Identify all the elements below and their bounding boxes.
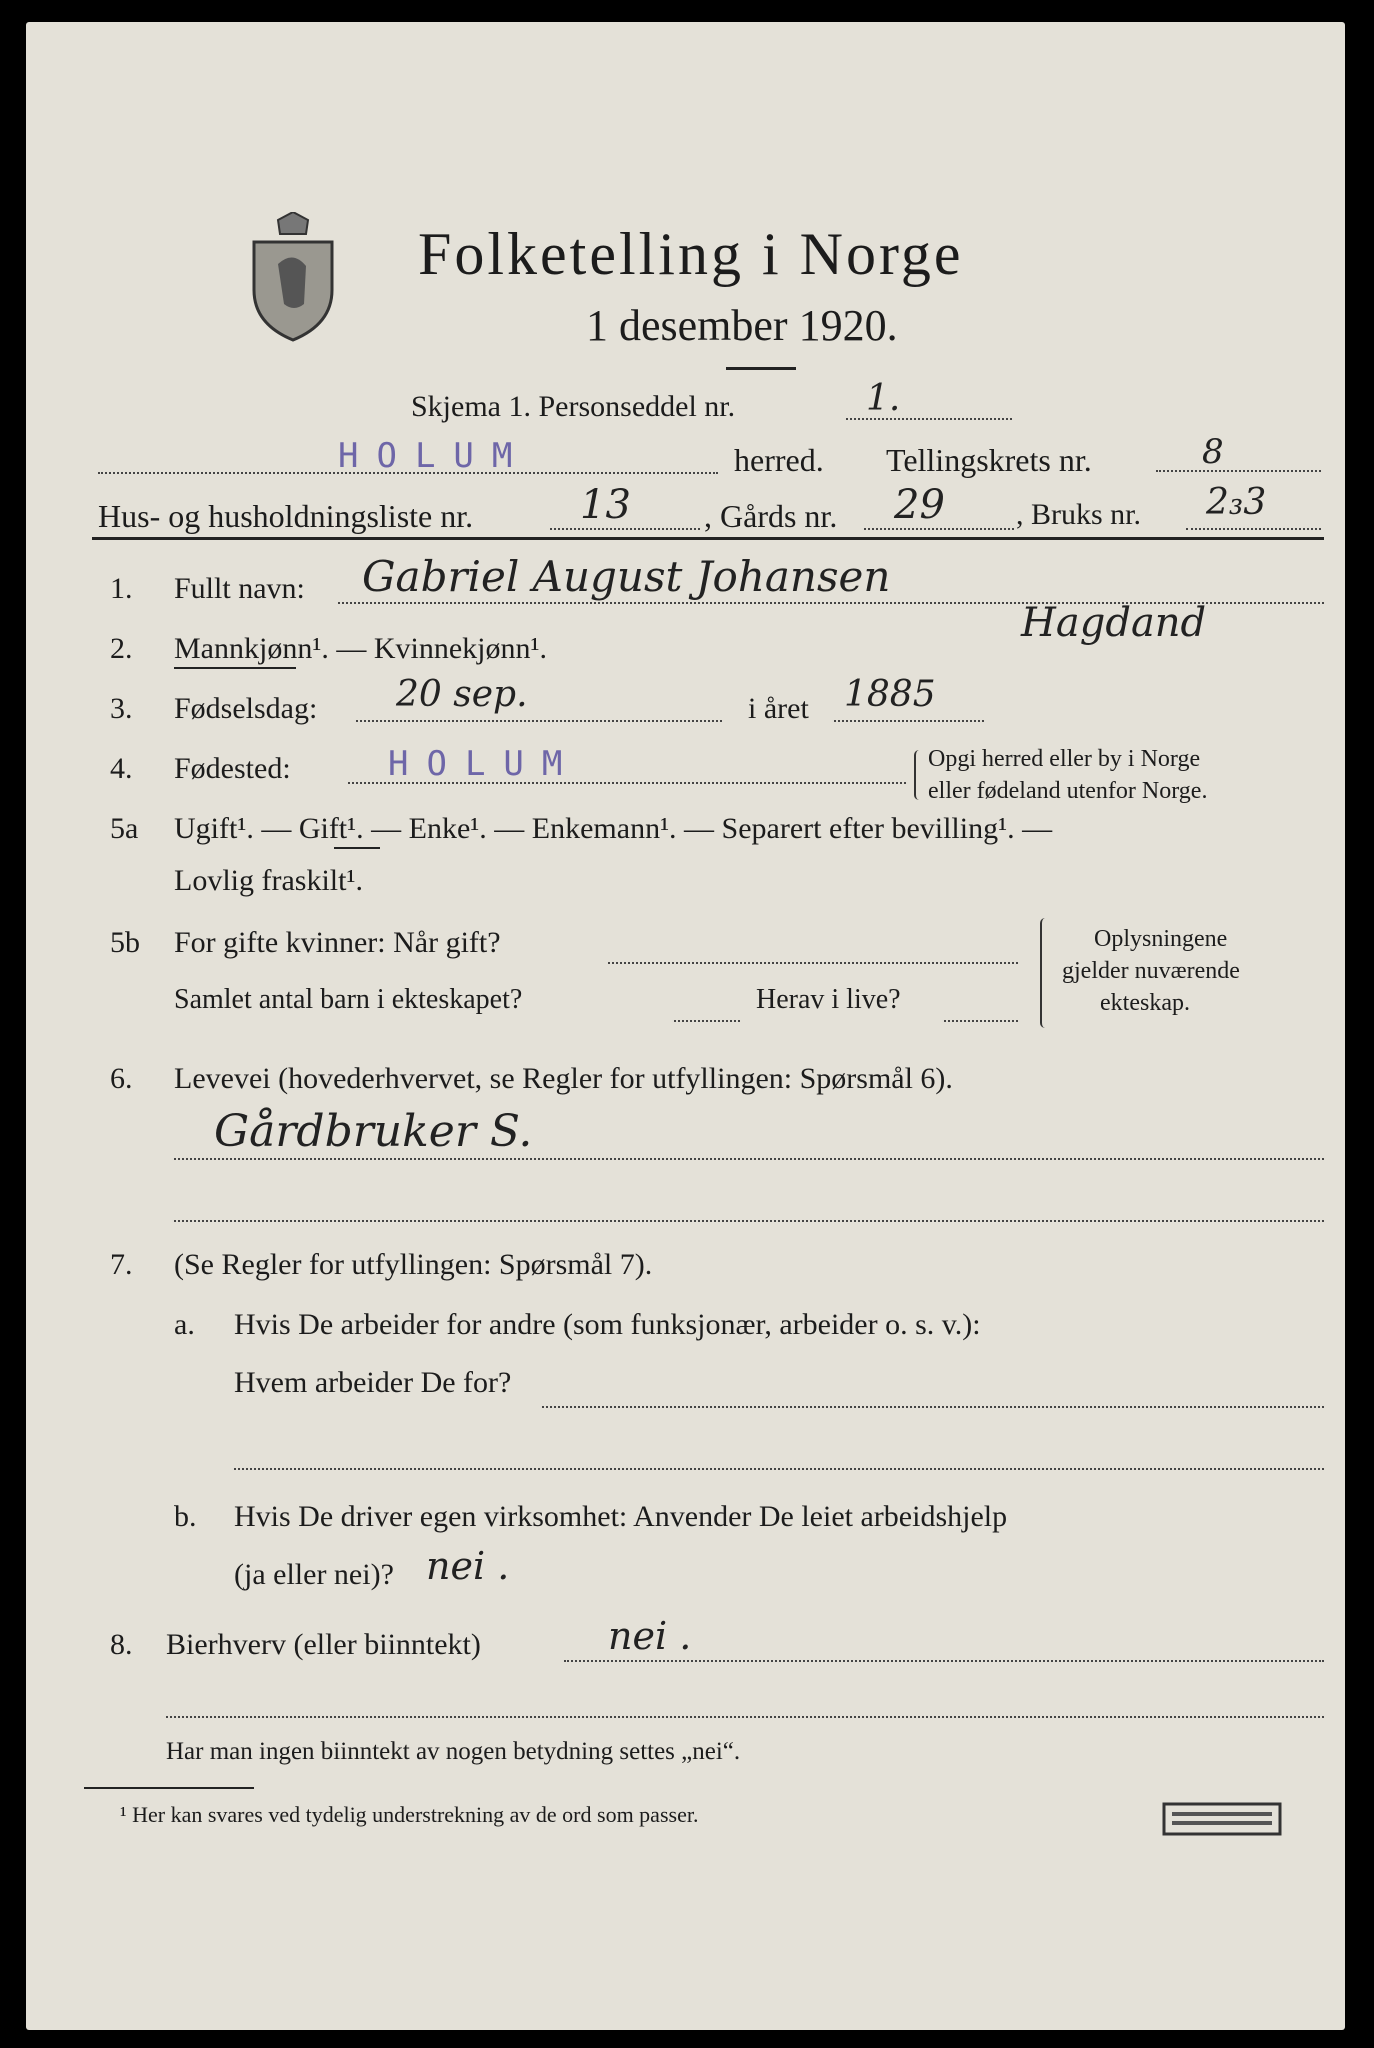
- occupation-label: Levevei (hovederhvervet, se Regler for utfyllingen: Spørsmål 6).: [174, 1062, 953, 1095]
- q7-number: 7.: [110, 1248, 133, 1281]
- marriage-note-brace: [1040, 918, 1050, 1028]
- q4-number: 4.: [110, 752, 133, 785]
- gender-options[interactable]: Mannkjønn¹. — Kvinnekjønn¹.: [174, 632, 547, 665]
- occupation-field-extra[interactable]: [174, 1182, 1324, 1222]
- q6-number: 6.: [110, 1062, 133, 1095]
- header-divider: [92, 537, 1324, 540]
- q5a-number: 5a: [110, 812, 139, 845]
- q8-number: 8.: [110, 1628, 133, 1661]
- marriage-note-line1: Oplysningene: [1094, 926, 1228, 952]
- side-income-field[interactable]: nei .: [564, 1614, 1324, 1662]
- birthplace-note-line1: Opgi herred eller by i Norge: [928, 746, 1201, 772]
- q5b-number: 5b: [110, 926, 140, 959]
- census-date: 1 desember 1920.: [586, 301, 898, 350]
- employer-label: Hvem arbeider De for?: [234, 1366, 512, 1399]
- birth-date-field[interactable]: 20 sep.: [356, 674, 722, 722]
- coat-of-arms-icon: [248, 212, 338, 342]
- q1-number: 1.: [110, 572, 133, 605]
- herred-label: herred.: [734, 442, 824, 478]
- herred-field[interactable]: HOLUM: [98, 436, 718, 474]
- employer-field-extra[interactable]: [234, 1434, 1324, 1470]
- birthplace-note-brace: [914, 750, 924, 800]
- employer-field[interactable]: [542, 1374, 1324, 1408]
- hus-nr-field[interactable]: 13: [550, 482, 700, 530]
- q3-label: Fødselsdag:: [174, 692, 318, 725]
- q7a-question: Hvis De arbeider for andre (som funksjonær, arbeider o. s. v.):: [234, 1308, 981, 1341]
- tellingskrets-label: Tellingskrets nr.: [886, 442, 1092, 478]
- side-income-label: Bierhverv (eller biinntekt): [166, 1628, 481, 1661]
- birth-year-field[interactable]: 1885: [834, 674, 984, 722]
- side-income-note: Har man ingen biinntekt av nogen betydning settes „nei“.: [166, 1738, 741, 1765]
- hired-help-field[interactable]: nei .: [426, 1544, 510, 1588]
- q4-label: Fødested:: [174, 752, 291, 785]
- married-when-label: For gifte kvinner: Når gift?: [174, 926, 501, 959]
- footnote-divider: [84, 1787, 254, 1789]
- marital-status-options[interactable]: Ugift¹. — Gift¹. — Enke¹. — Enkemann¹. — Separert efter bevilling¹. —: [174, 812, 1053, 845]
- gards-label: , Gårds nr.: [704, 498, 838, 534]
- hus-label: Hus- og husholdningsliste nr.: [98, 498, 474, 534]
- q3-number: 3.: [110, 692, 133, 725]
- footnote: ¹ Her kan svares ved tydelig understrekning av de ord som passer.: [120, 1802, 699, 1827]
- q7a-letter: a.: [174, 1308, 195, 1341]
- married-when-field[interactable]: [608, 938, 1018, 964]
- q2-number: 2.: [110, 632, 133, 665]
- q7b-letter: b.: [174, 1500, 197, 1533]
- form-title: Folketelling i Norge: [418, 221, 964, 287]
- q7b-question: Hvis De driver egen virksomhet: Anvender De leiet arbeidshjelp: [234, 1500, 1008, 1533]
- printer-stamp-icon: [1162, 1802, 1282, 1836]
- marital-status-options-cont[interactable]: Lovlig fraskilt¹.: [174, 864, 363, 897]
- occupation-field[interactable]: Gårdbruker S.: [174, 1106, 1324, 1160]
- children-count-label: Samlet antal barn i ekteskapet?: [174, 984, 523, 1015]
- bruks-nr-field[interactable]: 2₃3: [1186, 482, 1321, 530]
- marriage-note-line2: gjelder nuværende: [1062, 958, 1240, 984]
- q1-label: Fullt navn:: [174, 572, 305, 605]
- marriage-note-line3: ekteskap.: [1100, 990, 1190, 1016]
- children-alive-label: Herav i live?: [756, 984, 901, 1015]
- skjema-label: Skjema 1. Personseddel nr.: [411, 390, 736, 423]
- full-name-field[interactable]: Gabriel August Johansen: [338, 552, 1324, 604]
- bruks-label: , Bruks nr.: [1016, 498, 1142, 531]
- gender-underline: [174, 667, 296, 669]
- birthplace-note-line2: eller fødeland utenfor Norge.: [928, 778, 1208, 804]
- census-form: [26, 22, 1345, 2030]
- children-alive-field[interactable]: [944, 996, 1018, 1022]
- title-divider: [726, 367, 796, 370]
- children-count-field[interactable]: [674, 996, 740, 1022]
- marital-status-underline: [334, 847, 380, 849]
- personseddel-nr-field[interactable]: 1.: [846, 378, 1012, 420]
- side-income-field-extra[interactable]: [166, 1682, 1324, 1718]
- gards-nr-field[interactable]: 29: [864, 482, 1014, 530]
- year-label: i året: [748, 692, 809, 725]
- birthplace-field[interactable]: HOLUM: [348, 744, 906, 784]
- tellingskrets-field[interactable]: 8: [1156, 432, 1321, 472]
- full-name-continuation: Hagdand: [1021, 600, 1207, 646]
- hired-help-label: (ja eller nei)?: [234, 1558, 394, 1591]
- q7-label: (Se Regler for utfyllingen: Spørsmål 7).: [174, 1248, 653, 1281]
